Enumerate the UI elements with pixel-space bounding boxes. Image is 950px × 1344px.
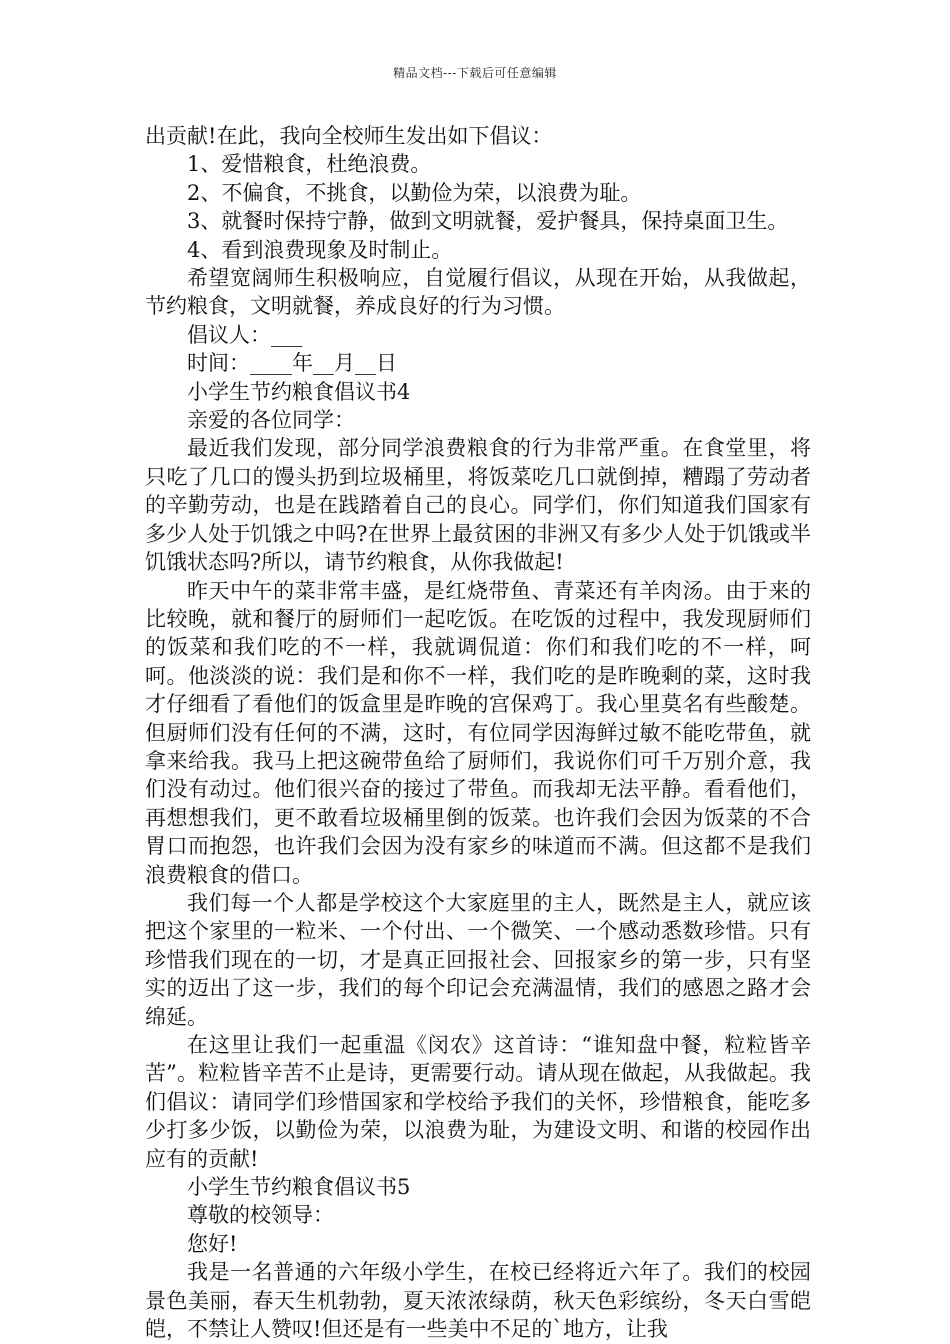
salutation: 亲爱的各位同学：: [187, 408, 355, 433]
paragraph: 我们每一个人都是学校这个大家庭里的主人，既然是主人，就应该把这个家里的一粒米、一个付出、一个微笑、一个感动悉数珍惜。只有珍惜我们现在的一切，才是真正回报社会、回报家乡的第一步，只有坚实的迈出了这一步，我们的每个印记会充满温情，我们的感恩之路才会绵延。: [145, 890, 811, 1029]
page-header: 精品文档---下载后可任意编辑: [393, 66, 557, 80]
list-item: 4、看到浪费现象及时制止。: [187, 237, 453, 262]
list-item: 1、爱惜粮食，杜绝浪费。: [187, 152, 432, 177]
list-item: 3、就餐时保持宁静，做到文明就餐，爱护餐具，保持桌面卫生。: [187, 209, 789, 234]
signature-line: 倡议人：___: [187, 322, 303, 347]
greeting: 您好!: [187, 1231, 238, 1256]
salutation: 尊敬的校领导：: [187, 1203, 334, 1228]
paragraph: 希望宽阔师生积极响应，自觉履行倡议，从现在开始，从我做起，节约粮食，文明就餐，养成良好的行为习惯。: [145, 266, 811, 319]
date-line: 时间：____年__月__日: [187, 351, 397, 376]
document-body: [145, 122, 811, 1343]
paragraph: 我是一名普通的六年级小学生，在校已经将近六年了。我们的校园景色美丽，春天生机勃勃，夏天浓浓绿荫，秋天色彩缤纷，冬天白雪皑皑，不禁让人赞叹!但还是有一些美中不足的`地方，让我: [145, 1260, 811, 1342]
paragraph: 出贡献!在此，我向全校师生发出如下倡议：: [145, 124, 553, 148]
section-title: 小学生节约粮食倡议书4: [187, 379, 411, 404]
paragraph: 最近我们发现，部分同学浪费粮食的行为非常严重。在食堂里，将只吃了几口的馒头扔到垃圾桶里，将饭菜吃几口就倒掉，糟蹋了劳动者的辛勤劳动，也是在践踏着自己的良心。同学们，你们知道我们国家有多少人处于饥饿之中吗?在世界上最贫困的非洲又有多少人处于饥饿或半饥饿状态吗?所以，请节约粮食，从你我做起!: [145, 436, 811, 575]
list-item: 2、不偏食，不挑食，以勤俭为荣，以浪费为耻。: [187, 180, 642, 205]
paragraph: 昨天中午的菜非常丰盛，是红烧带鱼、青菜还有羊肉汤。由于来的比较晚，就和餐厅的厨师们一起吃饭。在吃饭的过程中，我发现厨师们的饭菜和我们吃的不一样，我就调侃道：你们和我们吃的不一样，呵呵。他淡淡的说：我们是和你不一样，我们吃的是昨晚剩的菜，这时我才仔细看了看他们的饭盒里是昨晚的宫保鸡丁。我心里莫名有些酸楚。但厨师们没有任何的不满，这时，有位同学因海鲜过敏不能吃带鱼，就拿来给我。我马上把这碗带鱼给了厨师们，我说你们可千万别介意，我们没有动过。他们很兴奋的接过了带鱼。而我却无法平静。看看他们，再想想我们，更不敢看垃圾桶里倒的饭菜。也许我们会因为饭菜的不合胃口而抱怨，也许我们会因为没有家乡的味道而不满。但这都不是我们浪费粮食的借口。: [145, 578, 811, 887]
paragraph: 在这里让我们一起重温《闵农》这首诗：“谁知盘中餐，粒粒皆辛苦”。粒粒皆辛苦不止是诗，更需要行动。请从现在做起，从我做起。我们倡议：请同学们珍惜国家和学校给予我们的关怀，珍惜粮食，能吃多少打多少饭，以勤俭为荣，以浪费为耻，为建设文明、和谐的校园作出应有的贡献!: [145, 1033, 811, 1171]
section-title: 小学生节约粮食倡议书5: [187, 1175, 411, 1200]
